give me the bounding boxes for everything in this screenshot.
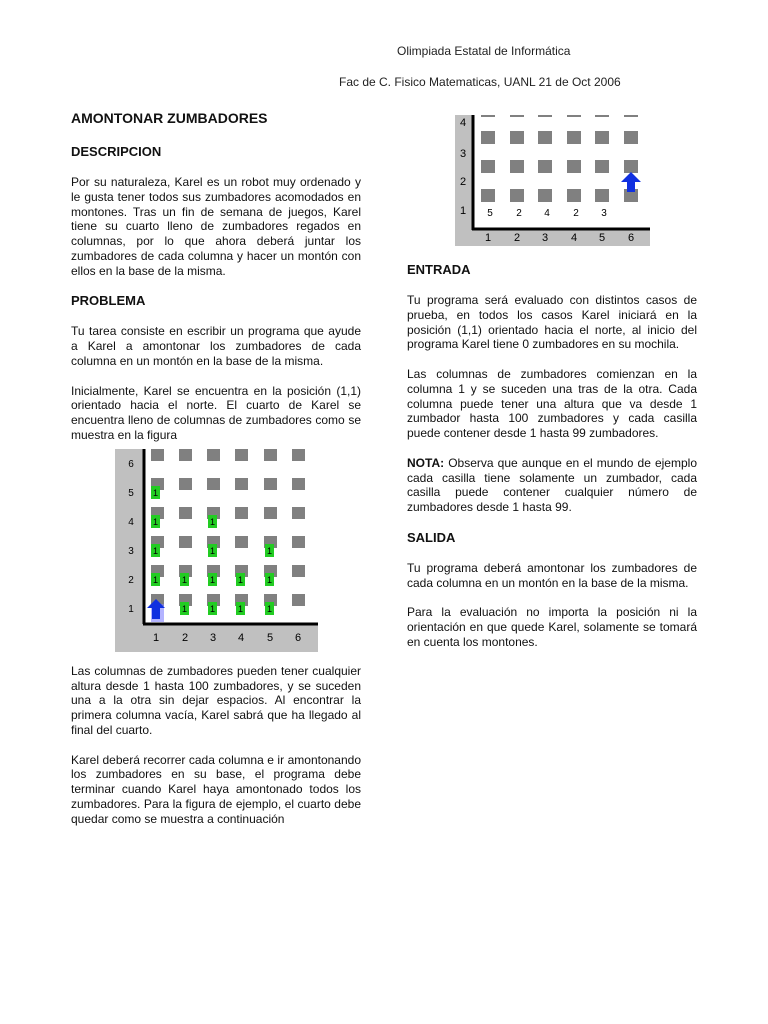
salida-paragraph-1: Tu programa deberá amontonar los zumbadores de cada columna en un montón en la base de la misma. — [407, 560, 697, 590]
wall-block — [595, 131, 609, 144]
beeper — [208, 602, 217, 615]
wall-block — [264, 449, 277, 461]
wall-block — [179, 507, 192, 519]
problema-heading: PROBLEMA — [71, 293, 146, 309]
wall-block — [292, 536, 305, 548]
y-tick-label: 3 — [459, 148, 467, 160]
wall-block — [292, 449, 305, 461]
karel-world-initial-figure — [115, 449, 318, 652]
beeper-count: 1 — [237, 574, 244, 585]
beeper — [151, 515, 160, 528]
y-tick-label: 6 — [128, 458, 134, 470]
beeper-count: 1 — [209, 516, 216, 527]
wall-block — [292, 565, 305, 577]
x-tick-label: 3 — [209, 631, 217, 644]
world-area — [143, 449, 318, 623]
beeper — [151, 486, 160, 499]
nota-text: Observa que aunque en el mundo de ejemplo cada casilla tiene solamente un zumbador, cada casilla puede contener cualquier número de zumbadores desde 1 hasta 99. — [407, 455, 697, 515]
wall-block — [538, 115, 552, 117]
header-line-1: Olimpiada Estatal de Informática — [397, 44, 571, 58]
beeper — [208, 573, 217, 586]
problema-paragraph-3: Las columnas de zumbadores pueden tener cualquier altura desde 1 hasta 100 zumbadores, y se suceden una a la otra sin dejar espacios. Al encontrar la primera columna vacía, Karel sabrá que ha llegado al final del cuarto. — [71, 663, 361, 737]
beeper-count: 1 — [266, 545, 273, 556]
y-tick-label: 3 — [128, 545, 134, 557]
x-tick-label: 6 — [627, 232, 635, 244]
wall-block — [292, 594, 305, 606]
wall-block — [567, 160, 581, 173]
wall-block — [235, 507, 248, 519]
problema-paragraph-2: Inicialmente, Karel se encuentra en la posición (1,1) orientado hacia el norte. El cuarto de Karel se encuentra lleno de columnas de zumbadores como se muestra en la figura — [71, 383, 361, 442]
wall-block — [595, 189, 609, 202]
entrada-paragraph-1: Tu programa será evaluado con distintos casos de prueba, en todos los casos Karel iniciará en la posición (1,1) orientado hacia el norte, al inicio del programa Karel tiene 0 zumbadores en su mochila. — [407, 293, 697, 352]
beeper-count: 1 — [266, 603, 273, 614]
x-tick-label: 5 — [598, 232, 606, 244]
beeper — [265, 602, 274, 615]
x-tick-label: 4 — [570, 232, 578, 244]
salida-heading: SALIDA — [407, 529, 456, 545]
entrada-paragraph-2: Las columnas de zumbadores comienzan en la columna 1 y se suceden una tras de la otra. Cada columna puede tener una altura que va desde 1 zumbador hasta 100 zumbadores y cada casilla puede contener desde 1 hasta 99 zumbadores. — [407, 366, 697, 441]
wall-block — [179, 536, 192, 548]
y-tick-label: 1 — [128, 603, 134, 615]
header-line-2: Fac de C. Fisico Matematicas, UANL 21 de Oct 2006 — [339, 75, 621, 89]
wall-block — [538, 131, 552, 144]
wall-block — [481, 160, 495, 173]
x-tick-label: 1 — [484, 232, 492, 244]
beeper — [151, 544, 160, 557]
wall-block — [510, 160, 524, 173]
beeper — [265, 544, 274, 557]
beeper-count: 1 — [152, 516, 159, 527]
wall-block — [179, 478, 192, 490]
beeper-count: 1 — [209, 574, 216, 585]
beeper — [265, 573, 274, 586]
beeper-count-label: 4 — [544, 208, 550, 219]
x-tick-label: 4 — [237, 631, 245, 644]
beeper — [180, 602, 189, 615]
beeper — [236, 573, 245, 586]
wall-block — [207, 449, 220, 461]
wall-block — [264, 478, 277, 490]
wall-block — [510, 131, 524, 144]
beeper-count: 1 — [266, 574, 273, 585]
wall-block — [595, 160, 609, 173]
beeper-count: 1 — [209, 603, 216, 614]
y-tick-label: 4 — [128, 516, 134, 528]
beeper — [180, 573, 189, 586]
right-column — [407, 262, 697, 664]
beeper-count-label: 5 — [487, 208, 493, 219]
beeper-count-label: 3 — [601, 208, 607, 219]
left-column — [71, 110, 361, 841]
beeper-count: 1 — [152, 487, 159, 498]
beeper-count: 1 — [181, 603, 188, 614]
beeper-count: 1 — [152, 574, 159, 585]
descripcion-paragraph: Por su naturaleza, Karel es un robot muy ordenado y le gusta tener todos sus zumbadores acomodados en montones. Tras un fin de semana de juegos, Karel tiene su cuarto lleno de zumbadores regados en columnas, por lo que ahora deberá juntar los zumbadores de cada columna y hacer un montón con ellos en la base de la misma. — [71, 175, 361, 278]
wall-block — [235, 478, 248, 490]
beeper — [208, 544, 217, 557]
wall-block — [179, 449, 192, 461]
y-tick-label: 5 — [128, 487, 134, 499]
problema-paragraph-1: Tu tarea consiste en escribir un programa que ayude a Karel a amontonar los zumbadores de cada columna en un montón en la base de la misma. — [71, 324, 361, 368]
wall-block — [481, 189, 495, 202]
wall-block — [264, 507, 277, 519]
wall-block — [151, 449, 164, 461]
beeper-count: 1 — [209, 545, 216, 556]
wall-block — [510, 189, 524, 202]
world-area — [472, 115, 650, 229]
wall-block — [292, 478, 305, 490]
x-tick-label: 6 — [294, 631, 302, 644]
x-tick-label: 2 — [513, 232, 521, 244]
wall-block — [567, 189, 581, 202]
wall-block — [510, 115, 524, 117]
wall-block — [567, 115, 581, 117]
wall-block — [624, 160, 638, 173]
y-tick-label: 1 — [459, 205, 467, 217]
wall-block — [567, 131, 581, 144]
wall-block — [538, 160, 552, 173]
beeper — [151, 573, 160, 586]
wall-block — [481, 131, 495, 144]
beeper — [208, 515, 217, 528]
wall-block — [481, 115, 495, 117]
wall-block — [207, 478, 220, 490]
x-tick-label: 1 — [152, 631, 160, 644]
wall-block — [292, 507, 305, 519]
beeper-count-label: 2 — [516, 208, 522, 219]
wall-block — [624, 131, 638, 144]
page-title: AMONTONAR ZUMBADORES — [71, 110, 268, 126]
beeper-count: 1 — [237, 603, 244, 614]
x-tick-label: 5 — [266, 631, 274, 644]
y-tick-label: 2 — [459, 176, 467, 188]
x-tick-label: 3 — [541, 232, 549, 244]
wall-block — [595, 115, 609, 117]
wall-block — [538, 189, 552, 202]
beeper — [236, 602, 245, 615]
y-tick-label: 4 — [459, 117, 467, 129]
nota-label: NOTA: — [407, 455, 445, 470]
wall-block — [235, 536, 248, 548]
problema-paragraph-4: Karel deberá recorrer cada columna e ir amontonando los zumbadores en su base, el programa debe terminar cuando Karel haya amontonado todos los zumbadores. Para la figura de ejemplo, el cuarto debe quedar como se muestra a continuación — [71, 752, 361, 826]
beeper-count-label: 2 — [573, 208, 579, 219]
karel-world-final-figure — [455, 115, 650, 246]
descripcion-heading: DESCRIPCION — [71, 144, 162, 159]
x-tick-label: 2 — [181, 631, 189, 644]
entrada-heading: ENTRADA — [407, 262, 471, 277]
salida-paragraph-2: Para la evaluación no importa la posición ni la orientación en que quede Karel, solamente se tomará en cuenta los montones. — [407, 605, 697, 649]
wall-block — [235, 449, 248, 461]
beeper-count: 1 — [181, 574, 188, 585]
beeper-count: 1 — [152, 545, 159, 556]
wall-block — [624, 115, 638, 117]
y-tick-label: 2 — [128, 574, 134, 586]
nota-paragraph — [407, 456, 697, 515]
